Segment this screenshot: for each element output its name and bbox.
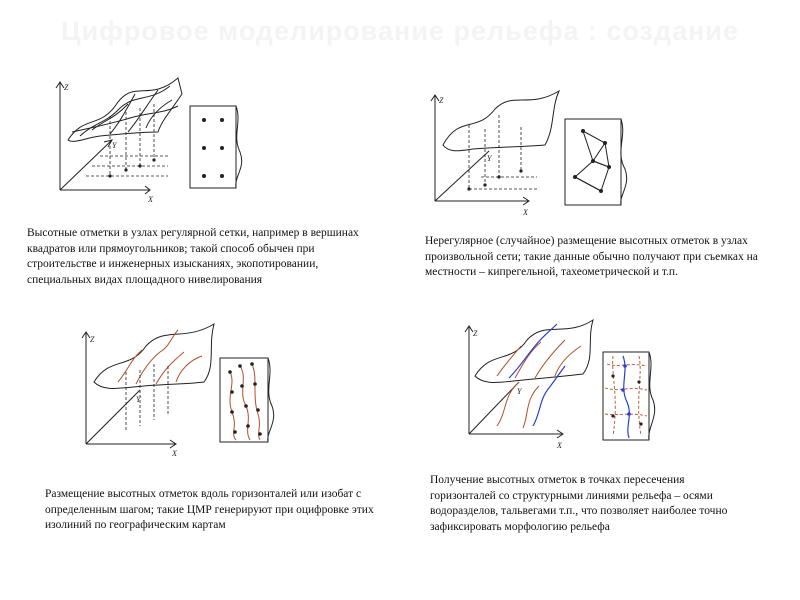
- caption-regular-grid: Высотные отметки в узлах регулярной сетки, например в вершинах квадратов или прямоугольников; такой способ обычен при строительстве и инженерных изысканиях, экопотировании, специальных видах площадного нивелирования: [27, 227, 359, 286]
- axes: [82, 332, 176, 448]
- z-axis-label: Z: [90, 335, 95, 344]
- caption-structural-lines: Получение высотных отметок в точках пересечения горизонталей со структурными линиями рельефа – осями водоразделов, тальвегами т.п., что позволяет наиболее точно зафиксировать морфологию рельефа: [430, 474, 728, 533]
- random-points: [467, 169, 522, 190]
- x-axis-label: X: [523, 208, 528, 217]
- axes: [431, 95, 529, 205]
- figure-regular-grid: [50, 72, 250, 207]
- axes: [465, 326, 563, 438]
- plan-view: [190, 106, 242, 188]
- y-axis-label: Y: [487, 154, 492, 163]
- z-axis-label: Z: [473, 329, 478, 338]
- surface: [475, 320, 593, 383]
- y-axis-label: Y: [136, 395, 141, 404]
- x-axis-label: X: [557, 441, 562, 450]
- x-axis-label: X: [172, 449, 177, 457]
- figure-contour-points: [80, 322, 280, 457]
- caption-irregular-network: Нерегулярное (случайное) размещение высотных отметок в узлах произвольной сети; такие данные обычно получают при съемках на местности – кипрегельной, тахеометрической и т.п.: [425, 235, 758, 278]
- grid-drop-lines: [86, 104, 168, 176]
- surface: [68, 78, 182, 141]
- figure-irregular-network: [425, 85, 640, 220]
- x-axis-label: X: [148, 195, 153, 204]
- contour-lines: [497, 340, 581, 428]
- grid-points: [108, 158, 155, 177]
- y-axis-label: Y: [112, 141, 117, 150]
- plan-view: [603, 352, 655, 440]
- slide-title: Цифровое моделирование рельефа : создание: [60, 16, 740, 46]
- random-drop-lines: [469, 115, 537, 189]
- surface: [443, 91, 559, 151]
- z-axis-label: Z: [439, 96, 444, 105]
- figure-structural-lines: [463, 316, 668, 456]
- y-axis-label: Y: [517, 387, 522, 396]
- z-axis-label: Z: [64, 83, 69, 92]
- plan-view: [565, 119, 627, 205]
- caption-contour-points: Размещение высотных отметок вдоль горизонталей или изобат с определенным шагом; такие ЦМР генерируют при оцифровке этих изолиний по географическим картам: [45, 488, 374, 531]
- axes: [56, 82, 150, 194]
- contour-lines: [118, 330, 202, 384]
- plan-view: [220, 358, 274, 442]
- surface: [94, 324, 214, 389]
